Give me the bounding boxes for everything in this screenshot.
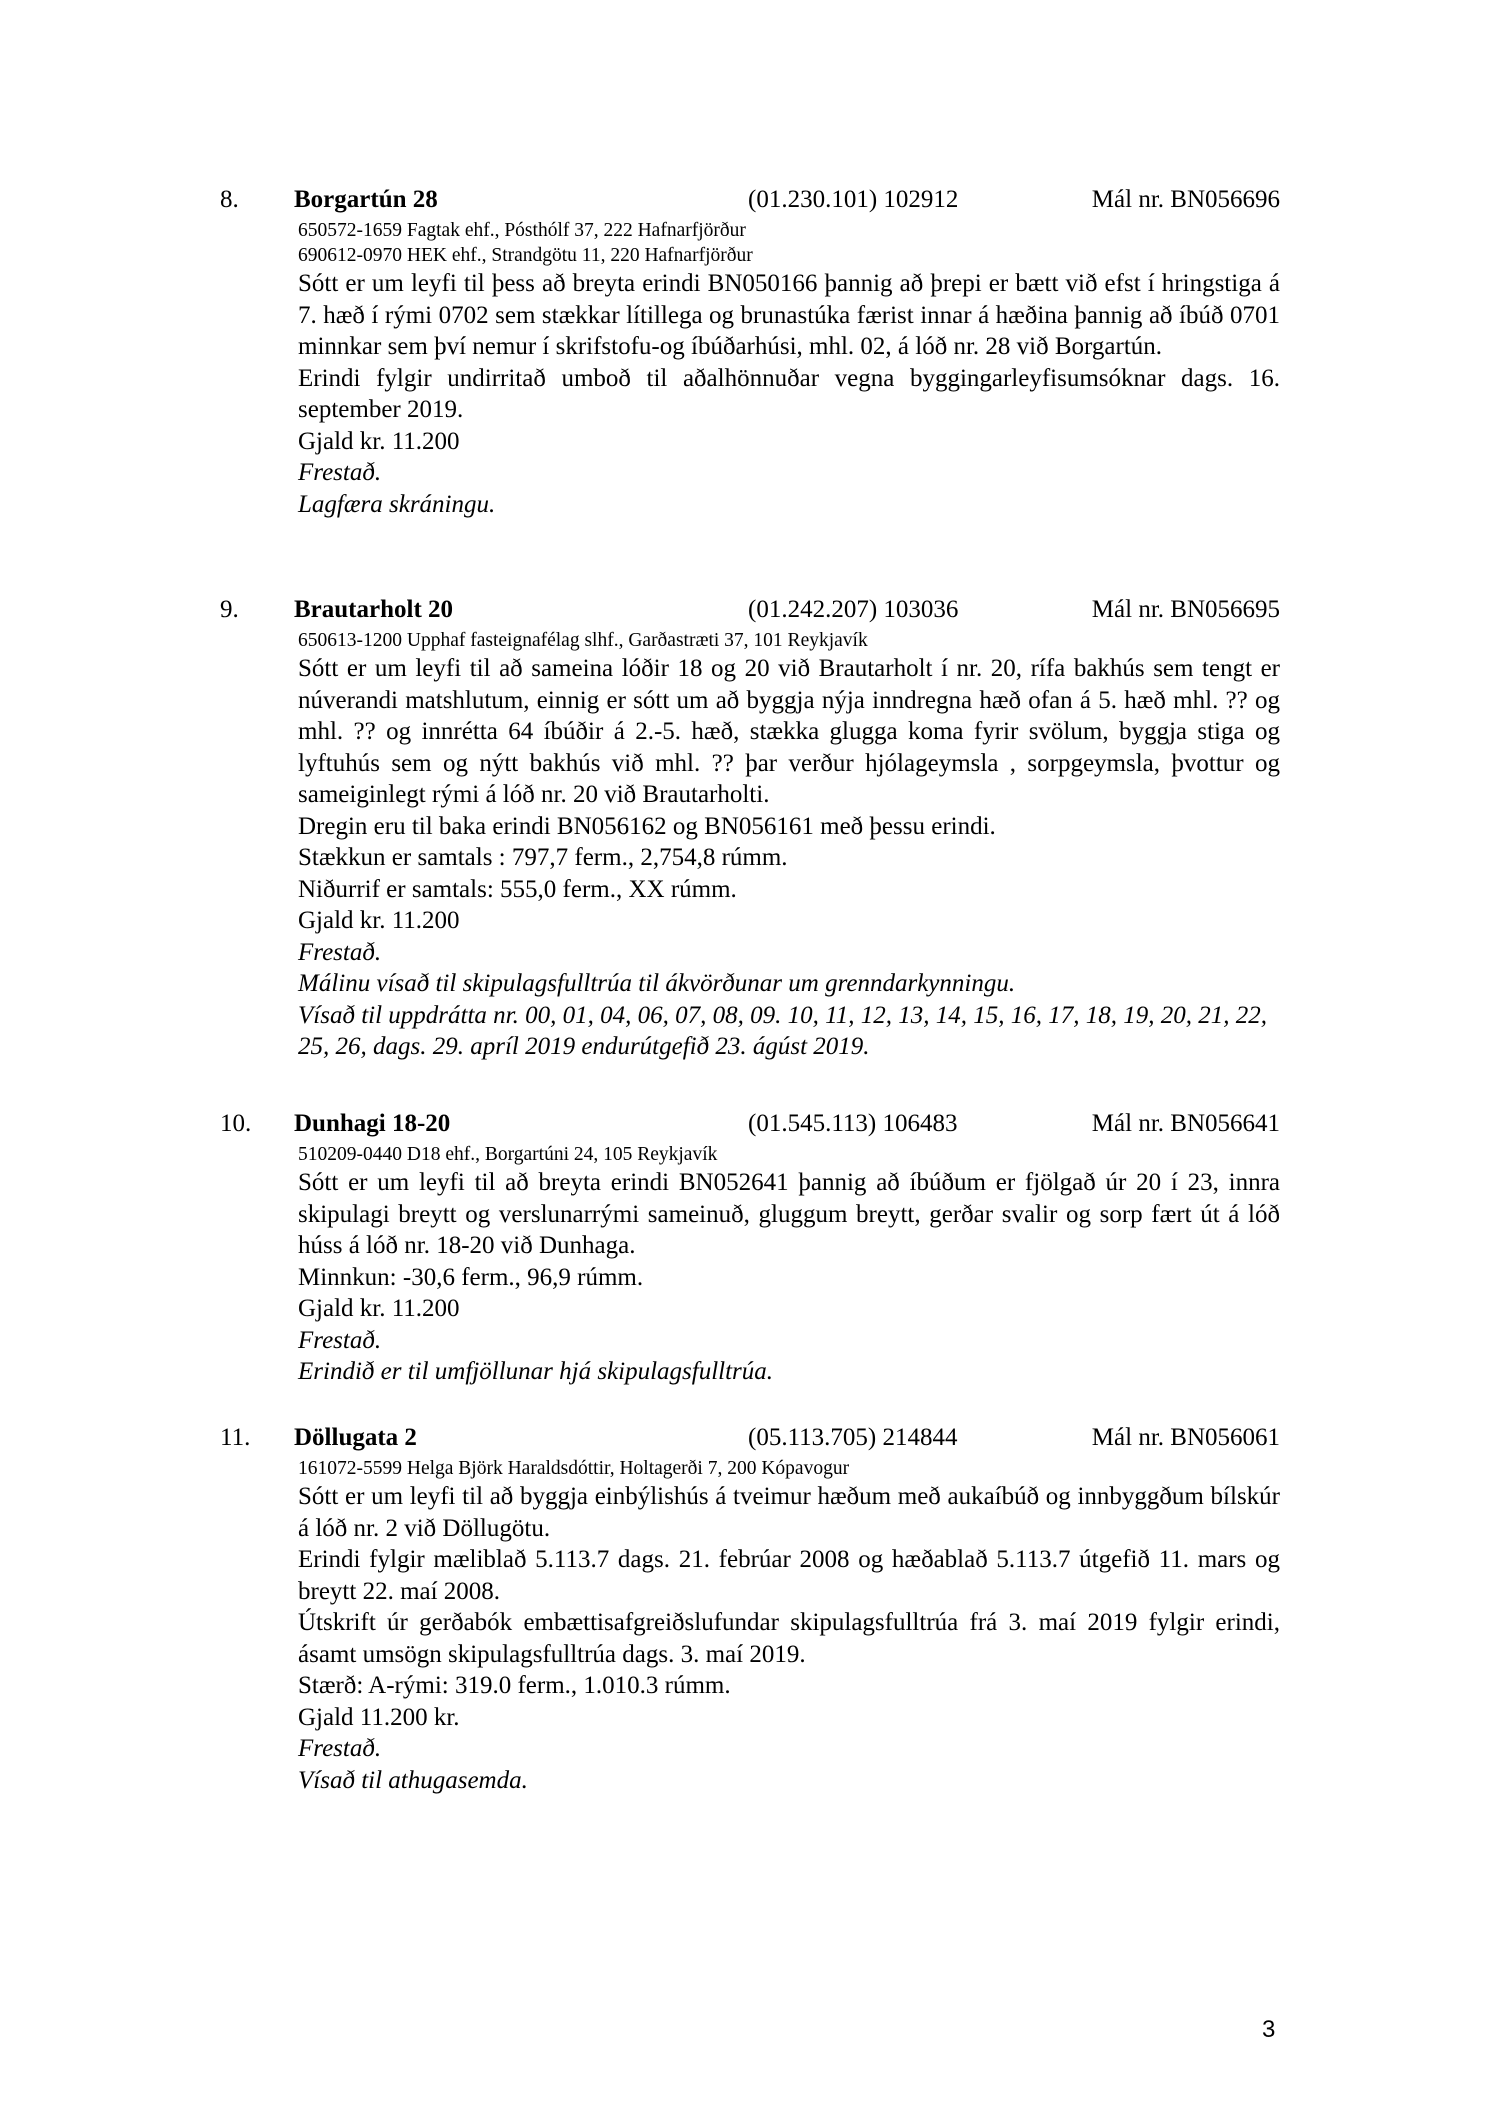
case-number: 9. bbox=[220, 596, 239, 623]
decision-line: Erindið er til umfjöllunar hjá skipulagsfulltrúa. bbox=[298, 1358, 774, 1385]
description-paragraph: Sótt er um leyfi til að byggja einbýlishús á tveimur hæðum með aukaíbúð og innbyggðum bílskúr á lóð nr. 2 við Döllugötu. bbox=[298, 1483, 1280, 1542]
applicant-line: 650572-1659 Fagtak ehf., Pósthólf 37, 222 Hafnarfjörður bbox=[298, 220, 746, 241]
fee-line: Gjald 11.200 kr. bbox=[298, 1703, 460, 1731]
case-header bbox=[220, 592, 1280, 628]
description-paragraph: Útskrift úr gerðabók embættisafgreiðslufundar skipulagsfulltrúa frá 3. maí 2019 fylgir erindi, ásamt umsögn skipulagsfulltrúa dags. 3. maí 2019. bbox=[298, 1609, 1280, 1668]
size-line: Minnkun: -30,6 ferm., 96,9 rúmm. bbox=[298, 1263, 644, 1291]
size-line: Stærð: A-rými: 319.0 ferm., 1.010.3 rúmm. bbox=[298, 1672, 731, 1699]
case-reference: Mál nr. BN056641 bbox=[1091, 1110, 1280, 1137]
page-number: 3 bbox=[1262, 2016, 1276, 2043]
case-reference: Mál nr. BN056696 bbox=[1091, 186, 1280, 213]
case-body bbox=[298, 628, 1280, 1063]
case-body bbox=[298, 1456, 1280, 1796]
case-item-8 bbox=[220, 182, 1280, 520]
decision-line: Lagfæra skráningu. bbox=[298, 490, 496, 518]
applicant-line: 650613-1200 Upphaf fasteignafélag slhf., Garðastræti 37, 101 Reykjavík bbox=[298, 630, 868, 651]
case-address: Borgartún 28 bbox=[294, 186, 438, 213]
size-line: Stækkun er samtals : 797,7 ferm., 2,754,8 rúmm. bbox=[298, 844, 788, 871]
property-code: (01.230.101) 102912 bbox=[748, 186, 959, 213]
case-address: Dunhagi 18-20 bbox=[294, 1110, 451, 1137]
description-paragraph: Dregin eru til baka erindi BN056162 og BN056161 með þessu erindi. bbox=[298, 812, 996, 840]
fee-line: Gjald kr. 11.200 bbox=[298, 907, 460, 934]
fee-line: Gjald kr. 11.200 bbox=[298, 1295, 460, 1322]
decision-line: Frestað. bbox=[298, 1735, 382, 1762]
case-number: 8. bbox=[220, 186, 239, 213]
case-body bbox=[298, 218, 1280, 520]
case-reference: Mál nr. BN056061 bbox=[1091, 1424, 1280, 1451]
case-item-9 bbox=[220, 592, 1280, 1063]
decision-line: Vísað til athugasemda. bbox=[298, 1766, 528, 1794]
case-item-11 bbox=[220, 1420, 1280, 1796]
case-item-10 bbox=[220, 1106, 1280, 1388]
applicant-line: 161072-5599 Helga Björk Haraldsdóttir, Holtagerði 7, 200 Kópavogur bbox=[298, 1458, 850, 1479]
case-header bbox=[220, 1106, 1280, 1142]
decision-line: Málinu vísað til skipulagsfulltrúa til ákvörðunar um grenndarkynningu. bbox=[298, 970, 1016, 997]
description-paragraph: Sótt er um leyfi til þess að breyta erindi BN050166 þannig að þrepi er bætt við efst í hringstiga á 7. hæð í rými 0702 sem stækkar lítillega og brunastúka færist innar á hæðina þannig að íbúð 0701 minnkar sem því nemur í skrifstofu-og íbúðarhúsi, mhl. 02, á lóð nr. 28 við Borgartún. bbox=[298, 270, 1280, 360]
decision-line: Frestað. bbox=[298, 459, 382, 486]
case-address: Döllugata 2 bbox=[294, 1424, 417, 1451]
case-body bbox=[298, 1142, 1280, 1388]
case-number: 10. bbox=[220, 1110, 252, 1137]
decision-line: Frestað. bbox=[298, 938, 382, 966]
applicant-line: 510209-0440 D18 ehf., Borgartúni 24, 105 Reykjavík bbox=[298, 1144, 718, 1165]
fee-line: Gjald kr. 11.200 bbox=[298, 427, 460, 455]
property-code: (01.545.113) 106483 bbox=[748, 1110, 958, 1137]
description-paragraph: Erindi fylgir undirritað umboð til aðalhönnuðar vegna byggingarleyfisumsóknar dags. 16. september 2019. bbox=[298, 364, 1280, 423]
case-number: 11. bbox=[220, 1424, 251, 1451]
case-header bbox=[220, 182, 1280, 218]
case-reference: Mál nr. BN056695 bbox=[1091, 596, 1280, 623]
applicant-line: 690612-0970 HEK ehf., Strandgötu 11, 220 Hafnarfjörður bbox=[298, 245, 753, 266]
description-paragraph: Erindi fylgir mæliblað 5.113.7 dags. 21. febrúar 2008 og hæðablað 5.113.7 útgefið 11. mars og breytt 22. maí 2008. bbox=[298, 1546, 1280, 1605]
decision-line: Vísað til uppdrátta nr. 00, 01, 04, 06, 07, 08, 09. 10, 11, 12, 13, 14, 15, 16, 17, 18, 19, 20, 21, 22, 25, 26, dags. 29. apríl 2019 endurútgefið 23. ágúst 2019. bbox=[298, 1001, 1268, 1060]
property-code: (05.113.705) 214844 bbox=[748, 1424, 958, 1451]
description-paragraph: Sótt er um leyfi til að breyta erindi BN052641 þannig að íbúðum er fjölgað úr 20 í 23, innra skipulagi breytt og verslunarrými sameinuð, gluggum breytt, gerðar svalir og sorp fært út á lóð húss á lóð nr. 18-20 við Dunhaga. bbox=[298, 1169, 1280, 1259]
case-header bbox=[220, 1420, 1280, 1456]
case-address: Brautarholt 20 bbox=[294, 596, 454, 623]
decision-line: Frestað. bbox=[298, 1326, 382, 1354]
property-code: (01.242.207) 103036 bbox=[748, 596, 959, 623]
size-line: Niðurrif er samtals: 555,0 ferm., XX rúmm. bbox=[298, 875, 737, 903]
description-paragraph: Sótt er um leyfi til að sameina lóðir 18 og 20 við Brautarholt í nr. 20, rífa bakhús sem tengt er núverandi matshlutum, einnig er sótt um að byggja nýja inndregna hæð ofan á 5. hæð mhl. ?? og mhl. ?? og innrétta 64 íbúðir á 2.-5. hæð, stækka glugga koma fyrir svölum, byggja stiga og lyftuhús sem og nýtt bakhús við mhl. ?? þar verður hjólageymsla , sorpgeymsla, þvottur og sameiginlegt rými á lóð nr. 20 við Brautarholti. bbox=[298, 655, 1280, 808]
